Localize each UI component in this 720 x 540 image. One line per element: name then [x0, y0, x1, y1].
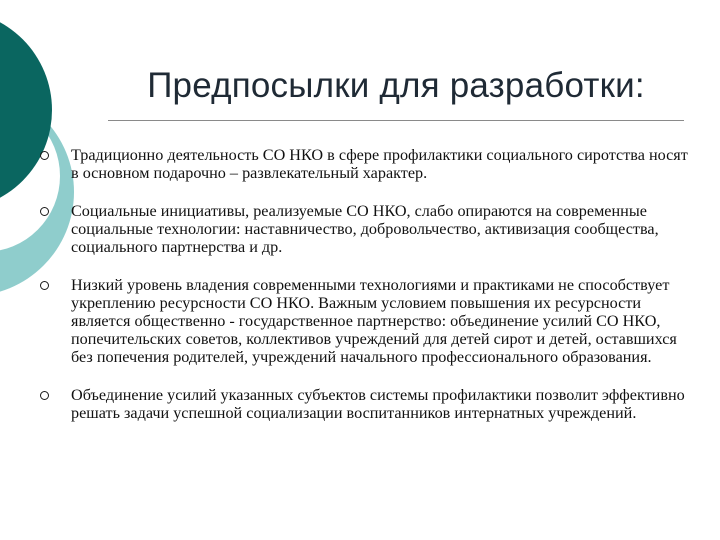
bullet-item	[38, 202, 690, 256]
bullet-item	[38, 146, 690, 182]
slide-title: Предпосылки для разработки:	[147, 66, 645, 105]
bullet-circle-icon	[40, 151, 49, 160]
bullet-text: Низкий уровень владения современными технологиями и практиками не способствует укреплению ресурсности СО НКО. Важным условием повышения их ресурсности является общественно - государственное партнерство: объединение усилий СО НКО, попечительских советов, коллективов учреждений для детей сирот и детей, оставшихся без попечения родителей, учреждений начального профессионального образования.	[71, 276, 677, 366]
bullet-circle-icon	[40, 207, 49, 216]
bullet-circle-icon	[40, 391, 49, 400]
bullet-text: Традиционно деятельность СО НКО в сфере профилактики социального сиротства носят в основном подарочно – развлекательный характер.	[71, 146, 688, 182]
bullet-text: Объединение усилий указанных субъектов системы профилактики позволит эффективно решать задачи успешной социализации воспитанников интернатных учреждений.	[71, 386, 685, 422]
bullet-circle-icon	[40, 281, 49, 290]
bullet-item	[38, 386, 690, 422]
bullet-text: Социальные инициативы, реализуемые СО НКО, слабо опираются на современные социальные технологии: наставничество, добровольчество, активизация сообщества, социального партнерства и др.	[71, 202, 659, 256]
title-divider	[108, 120, 684, 121]
bullet-item	[38, 276, 690, 366]
bullet-list	[38, 146, 690, 422]
